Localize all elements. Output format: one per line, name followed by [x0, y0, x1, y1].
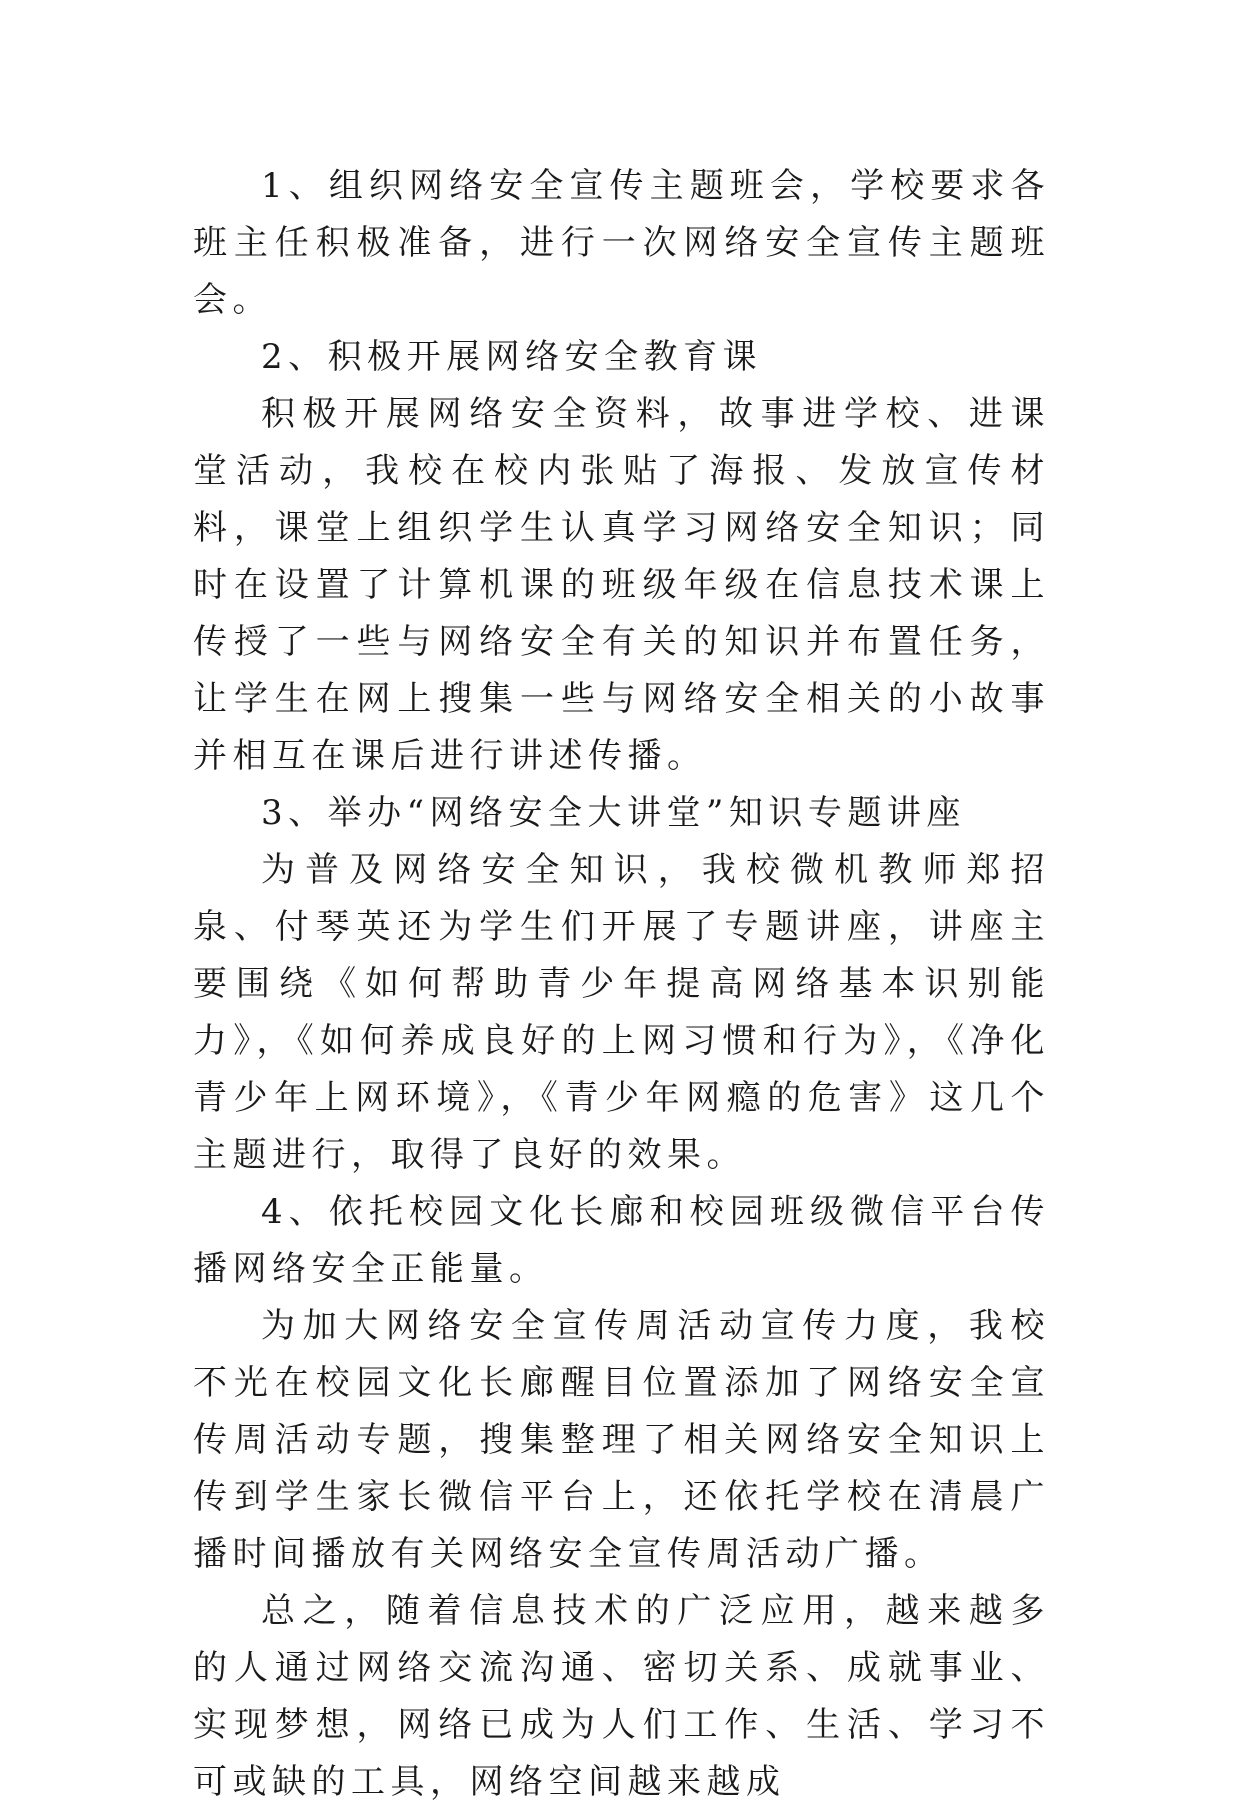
paragraph-summary: 总之，随着信息技术的广泛应用，越来越多的人通过网络交流沟通、密切关系、成就事业、实现梦想，网络已成为人们工作、生活、学习不可或缺的工具，网络空间越来越成 [193, 1591, 1050, 1802]
heading-wechat-platform: 4、依托校园文化长廊和校园班级微信平台传播网络安全正能量。 [193, 1192, 1050, 1289]
paragraph-class-meeting: 1、组织网络安全宣传主题班会，学校要求各班主任积极准备，进行一次网络安全宣传主题班会。 [193, 166, 1050, 320]
document-body [193, 158, 1050, 1811]
paragraph-education-course: 积极开展网络安全资料，故事进学校、进课堂活动，我校在校内张贴了海报、发放宣传材料，课堂上组织学生认真学习网络安全知识；同时在设置了计算机课的班级年级在信息技术课上传授了一些与网络安全有关的知识并布置任务，让学生在网上搜集一些与网络安全相关的小故事并相互在课后进行讲述传播。 [193, 394, 1050, 776]
heading-lecture: 3、举办“网络安全大讲堂”知识专题讲座 [261, 793, 966, 833]
paragraph-wechat-platform: 为加大网络安全宣传周活动宣传力度，我校不光在校园文化长廊醒目位置添加了网络安全宣传周活动专题，搜集整理了相关网络安全知识上传到学生家长微信平台上，还依托学校在清晨广播时间播放有关网络安全宣传周活动广播。 [193, 1306, 1050, 1574]
heading-education-course: 2、积极开展网络安全教育课 [261, 337, 763, 377]
paragraph-lecture: 为普及网络安全知识，我校微机教师郑招泉、付琴英还为学生们开展了专题讲座，讲座主要围绕《如何帮助青少年提高网络基本识别能力》，《如何养成良好的上网习惯和行为》，《净化青少年上网环境》，《青少年网瘾的危害》这几个主题进行，取得了良好的效果。 [193, 850, 1050, 1175]
